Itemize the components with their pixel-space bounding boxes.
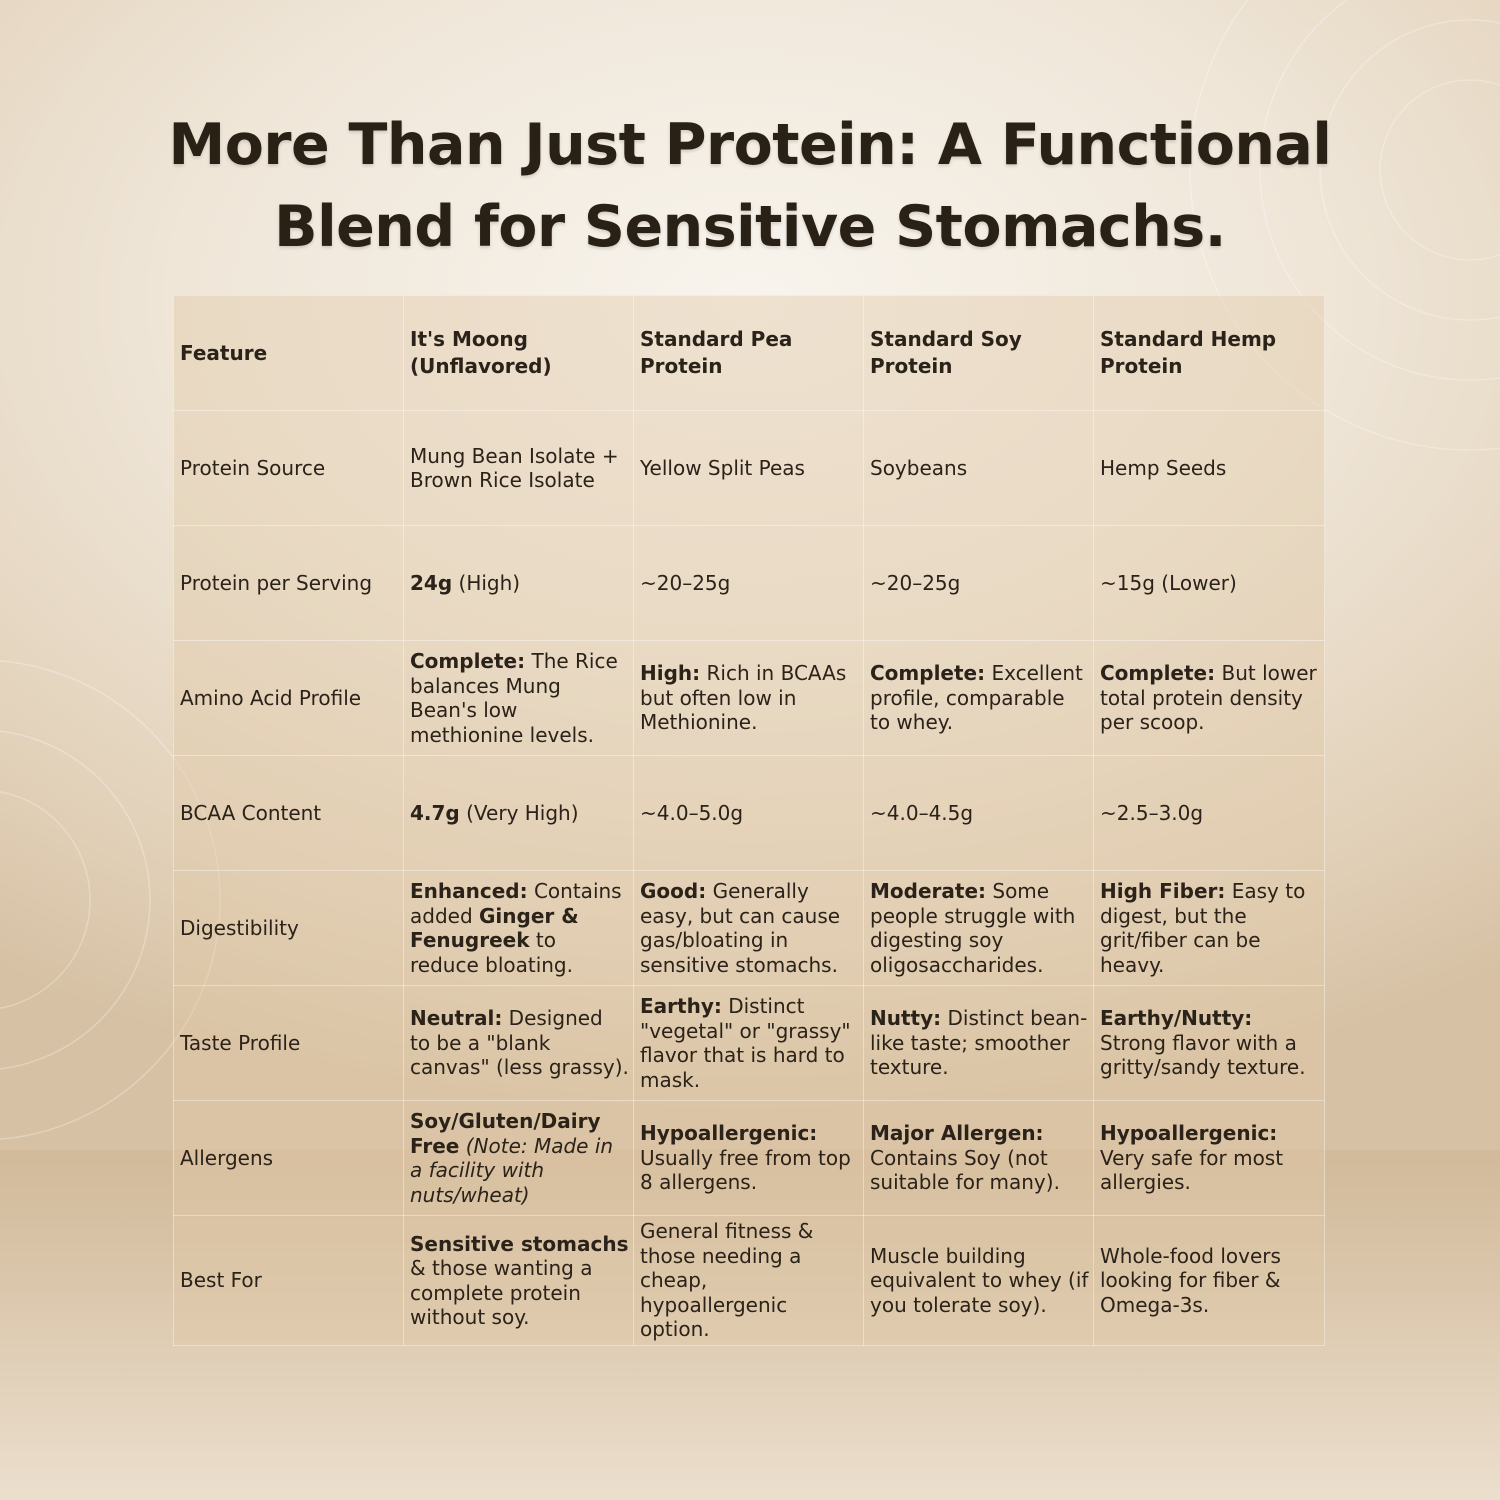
cell-hemp: High Fiber: Easy to digest, but the grit/fiber can be heavy. — [1094, 871, 1325, 986]
cell-moong: Neutral: Designed to be a "blank canvas" (less grassy). — [404, 986, 634, 1101]
table-row-allergens — [174, 1101, 1325, 1216]
cell-pea: Good: Generally easy, but can cause gas/bloating in sensitive stomachs. — [634, 871, 864, 986]
header-feature: Feature — [174, 296, 404, 411]
header-its-moong: It's Moong (Unflavored) — [404, 296, 634, 411]
cell-pea: High: Rich in BCAAs but often low in Methionine. — [634, 641, 864, 756]
header-pea-protein: Standard Pea Protein — [634, 296, 864, 411]
cell-hemp: Hemp Seeds — [1094, 411, 1325, 526]
cell-hemp: ~2.5–3.0g — [1094, 756, 1325, 871]
header-hemp-protein: Standard Hemp Protein — [1094, 296, 1325, 411]
cell-moong: Enhanced: Contains added Ginger & Fenugreek to reduce bloating. — [404, 871, 634, 986]
cell-soy: Complete: Excellent profile, comparable to whey. — [864, 641, 1094, 756]
cell-soy: Major Allergen: Contains Soy (not suitable for many). — [864, 1101, 1094, 1216]
cell-soy: Nutty: Distinct bean-like taste; smoother texture. — [864, 986, 1094, 1101]
comparison-table — [173, 295, 1325, 1346]
table-row-protein-source — [174, 411, 1325, 526]
title-line-2: Blend for Sensitive Stomachs. — [274, 194, 1226, 260]
cell-hemp: Whole-food lovers looking for fiber & Omega-3s. — [1094, 1216, 1325, 1346]
row-label: Amino Acid Profile — [174, 641, 404, 756]
cell-soy: ~20–25g — [864, 526, 1094, 641]
cell-hemp: Complete: But lower total protein density per scoop. — [1094, 641, 1325, 756]
row-label: Digestibility — [174, 871, 404, 986]
title-line-1: More Than Just Protein: A Functional — [168, 112, 1332, 178]
cell-moong: 24g (High) — [404, 526, 634, 641]
row-label: BCAA Content — [174, 756, 404, 871]
page-title — [0, 104, 1500, 268]
row-label: Taste Profile — [174, 986, 404, 1101]
cell-soy: ~4.0–4.5g — [864, 756, 1094, 871]
table-row-digestibility — [174, 871, 1325, 986]
cell-pea: ~4.0–5.0g — [634, 756, 864, 871]
table-row-taste-profile — [174, 986, 1325, 1101]
table-row-bcaa-content — [174, 756, 1325, 871]
table-header-row — [174, 296, 1325, 411]
cell-moong: Mung Bean Isolate + Brown Rice Isolate — [404, 411, 634, 526]
table-row-amino-acid-profile — [174, 641, 1325, 756]
cell-moong: 4.7g (Very High) — [404, 756, 634, 871]
cell-hemp: Hypoallergenic: Very safe for most allergies. — [1094, 1101, 1325, 1216]
cell-moong: Sensitive stomachs & those wanting a complete protein without soy. — [404, 1216, 634, 1346]
row-label: Protein per Serving — [174, 526, 404, 641]
cell-soy: Soybeans — [864, 411, 1094, 526]
cell-soy: Muscle building equivalent to whey (if you tolerate soy). — [864, 1216, 1094, 1346]
cell-hemp: ~15g (Lower) — [1094, 526, 1325, 641]
row-label: Allergens — [174, 1101, 404, 1216]
cell-pea: Hypoallergenic: Usually free from top 8 allergens. — [634, 1101, 864, 1216]
header-soy-protein: Standard Soy Protein — [864, 296, 1094, 411]
cell-pea: Earthy: Distinct "vegetal" or "grassy" flavor that is hard to mask. — [634, 986, 864, 1101]
cell-pea: General fitness & those needing a cheap, hypoallergenic option. — [634, 1216, 864, 1346]
cell-hemp: Earthy/Nutty: Strong flavor with a gritty/sandy texture. — [1094, 986, 1325, 1101]
cell-pea: ~20–25g — [634, 526, 864, 641]
cell-moong: Soy/Gluten/Dairy Free (Note: Made in a facility with nuts/wheat) — [404, 1101, 634, 1216]
table-row-protein-per-serving — [174, 526, 1325, 641]
cell-moong: Complete: The Rice balances Mung Bean's low methionine levels. — [404, 641, 634, 756]
cell-soy: Moderate: Some people struggle with digesting soy oligosaccharides. — [864, 871, 1094, 986]
row-label: Protein Source — [174, 411, 404, 526]
table-row-best-for — [174, 1216, 1325, 1346]
row-label: Best For — [174, 1216, 404, 1346]
cell-pea: Yellow Split Peas — [634, 411, 864, 526]
